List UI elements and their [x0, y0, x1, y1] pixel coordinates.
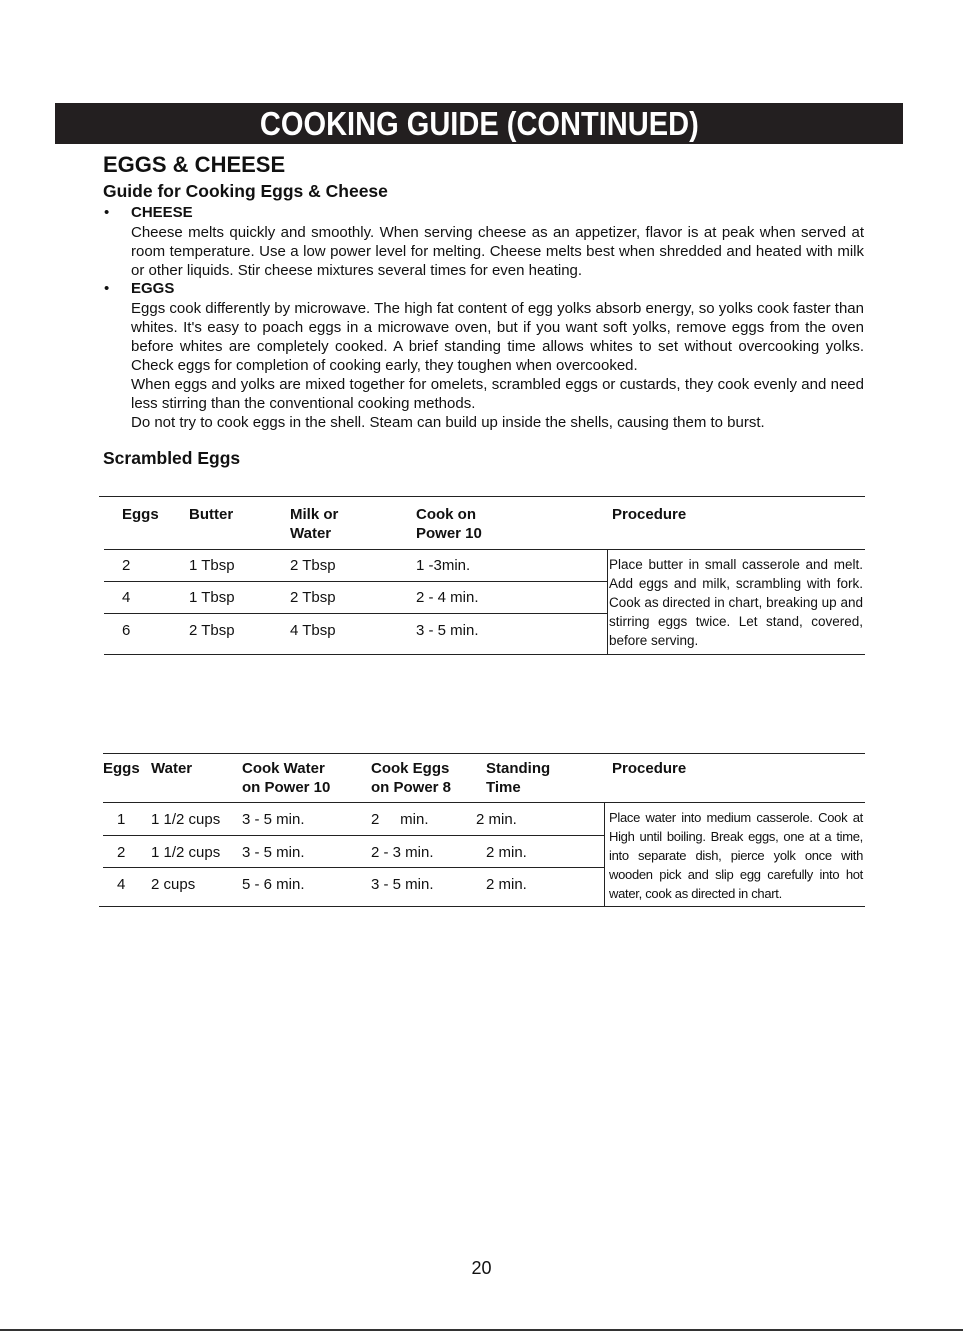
col-header-cook-water-line2: on Power 10 — [242, 779, 331, 796]
table-rule — [103, 835, 604, 836]
cell-cook-time: 3 - 5 min. — [416, 622, 479, 639]
col-header-cook — [416, 505, 482, 543]
eggs-paragraph-shell-warning: Do not try to cook eggs in the shell. Steam can build up inside the shells, causing them to burst. — [131, 414, 765, 431]
page-header-title: COOKING GUIDE (CONTINUED) — [259, 105, 699, 142]
page-header-banner — [55, 103, 903, 144]
cell-standing: 2 min. — [486, 844, 527, 861]
cell-eggs: 2 — [122, 557, 131, 574]
cell-water: 1 1/2 cups — [151, 844, 221, 861]
cell-eggs: 6 — [122, 622, 131, 639]
cell-eggs: 4 — [122, 589, 131, 606]
col-header-cook-line1: Cook on — [416, 506, 476, 523]
eggs-paragraph-mixing: When eggs and yolks are mixed together for omelets, scrambled eggs or custards, they cook evenly and need less stirring than the conventional cooking methods. — [131, 376, 864, 412]
table-rule — [103, 802, 865, 803]
bullet-dot: • — [104, 204, 110, 221]
col-header-cook-eggs-line1: Cook Eggs — [371, 760, 450, 777]
cell-cook-eggs: 2 min. — [371, 811, 429, 828]
cell-water: 2 cups — [151, 876, 196, 893]
table-divider — [607, 549, 608, 655]
col-header-eggs: Eggs — [103, 760, 140, 777]
eggs-heading: EGGS — [131, 280, 175, 297]
page-number: 20 — [471, 1258, 492, 1278]
table-divider — [604, 802, 605, 906]
cheese-heading: CHEESE — [131, 204, 193, 221]
table-rule — [103, 753, 865, 754]
col-header-milk — [290, 505, 338, 543]
scrambled-eggs-title: Scrambled Eggs — [103, 448, 241, 468]
scrambled-procedure: Place butter in small casserole and melt. Add eggs and milk, scrambling with fork. Cook as directed in chart, breaking up and stirring eggs twice. Let stand, covered, before serving. — [609, 557, 863, 648]
cell-butter: 2 Tbsp — [189, 622, 235, 639]
cell-butter: 1 Tbsp — [189, 589, 235, 606]
poached-procedure: Place water into medium casserole. Cook at High until boiling. Break eggs, one at a time, into separate dish, pierce yolk once with wooden pick and slip egg carefully into hot water, cook as directed in chart. — [609, 810, 863, 901]
cell-eggs: 4 — [117, 876, 126, 893]
col-header-cook-water — [242, 759, 330, 797]
page-bottom-rule — [0, 1329, 963, 1331]
table-rule — [104, 549, 865, 550]
cell-cook-water: 3 - 5 min. — [242, 844, 305, 861]
cell-standing: 2 min. — [476, 811, 517, 828]
cell-milk: 2 Tbsp — [290, 589, 336, 606]
col-header-eggs: Eggs — [122, 506, 159, 523]
table-rule — [99, 496, 865, 497]
table-rule — [104, 654, 865, 655]
col-header-standing — [486, 759, 550, 797]
col-header-cook-line2: Power 10 — [416, 525, 482, 542]
cell-standing: 2 min. — [486, 876, 527, 893]
cell-milk: 4 Tbsp — [290, 622, 336, 639]
cell-cook-water: 5 - 6 min. — [242, 876, 305, 893]
col-header-butter: Butter — [189, 506, 234, 523]
col-header-procedure: Procedure — [612, 760, 687, 777]
section-subtitle: Guide for Cooking Eggs & Cheese — [103, 181, 388, 201]
col-header-water: Water — [151, 760, 193, 777]
cell-cook-time: 2 - 4 min. — [416, 589, 479, 606]
col-header-cook-eggs — [371, 759, 451, 797]
cell-cook-water: 3 - 5 min. — [242, 811, 305, 828]
col-header-milk-line2: Water — [290, 525, 332, 542]
cell-eggs: 2 — [117, 844, 126, 861]
cell-eggs: 1 — [117, 811, 126, 828]
col-header-standing-line1: Standing — [486, 760, 551, 777]
table-rule — [99, 906, 865, 907]
table-rule — [104, 581, 607, 582]
col-header-cook-water-line1: Cook Water — [242, 760, 325, 777]
cell-cook-eggs: 2 - 3 min. — [371, 844, 434, 861]
col-header-procedure: Procedure — [612, 506, 687, 523]
cell-cook-time: 1 -3min. — [416, 557, 471, 574]
cell-butter: 1 Tbsp — [189, 557, 235, 574]
bullet-dot: • — [104, 280, 110, 297]
cell-cook-eggs: 3 - 5 min. — [371, 876, 434, 893]
table-rule — [104, 613, 607, 614]
col-header-milk-line1: Milk or — [290, 506, 339, 523]
cell-water: 1 1/2 cups — [151, 811, 221, 828]
eggs-paragraph: Eggs cook differently by microwave. The high fat content of egg yolks absorb energy, so yolks cook faster than whites. It's easy to poach eggs in a microwave oven, but if you want soft yolks, remove eggs from the oven before whites are completely cooked. A brief standing time allows whites to set without overcooking yolks. Check eggs for completion of cooking early, they toughen when overcooked. — [131, 300, 864, 374]
cell-milk: 2 Tbsp — [290, 557, 336, 574]
col-header-cook-eggs-line2: on Power 8 — [371, 779, 452, 796]
table-rule — [103, 867, 604, 868]
cheese-paragraph: Cheese melts quickly and smoothly. When serving cheese as an appetizer, flavor is at peak when served at room temperature. Use a low power level for melting. Cheese melts best when shredded and heated with milk or other liquids. Stir cheese mixtures several times for even heating. — [131, 224, 864, 279]
col-header-standing-line2: Time — [486, 779, 521, 796]
section-title: EGGS & CHEESE — [103, 152, 286, 177]
